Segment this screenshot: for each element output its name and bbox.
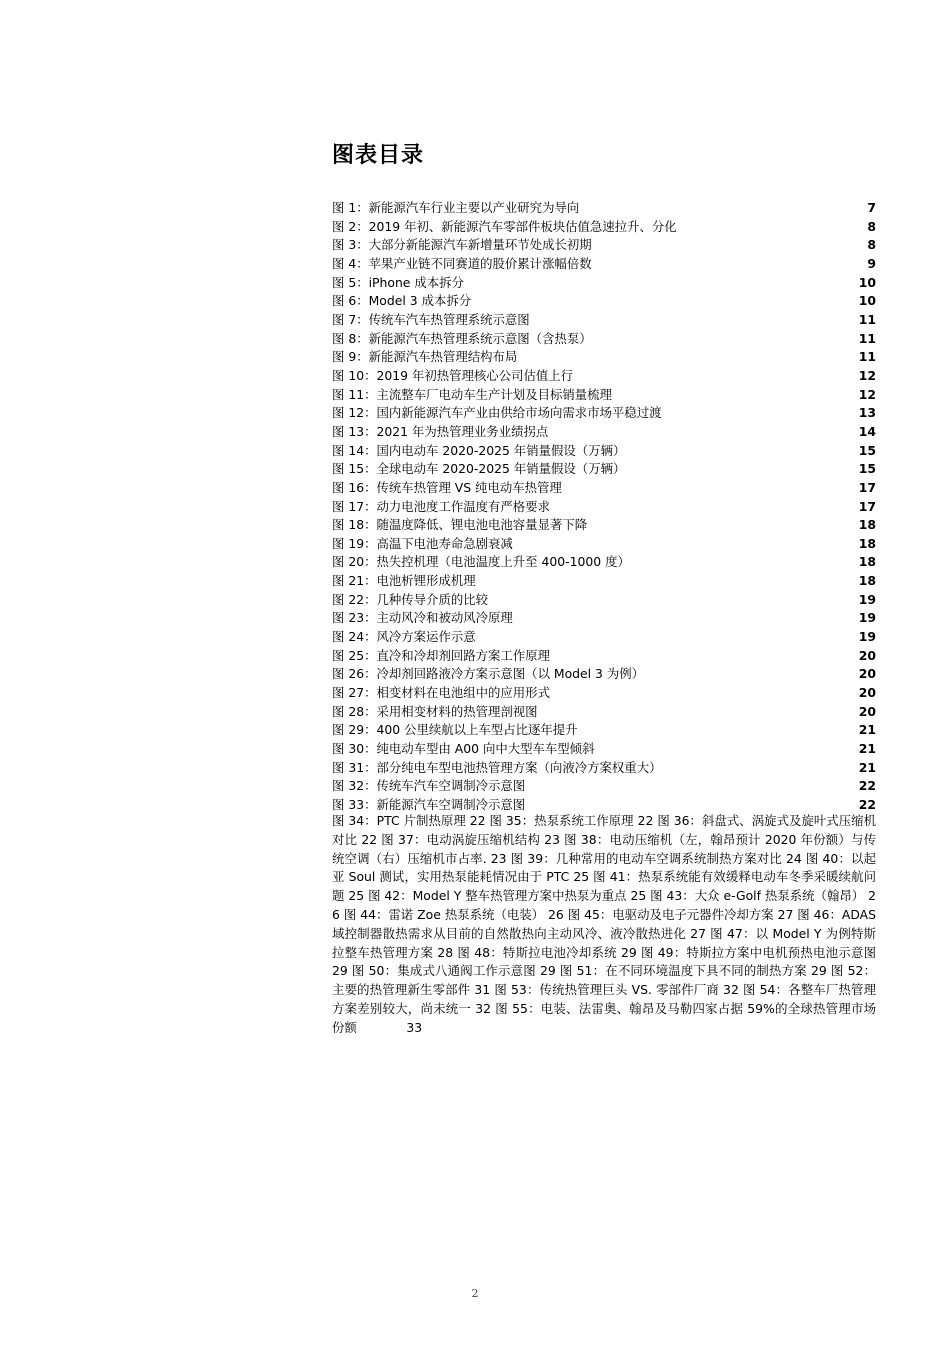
- toc-entry-page: 12: [858, 367, 876, 383]
- toc-entry-label: 图 9：新能源汽车热管理结构布局: [332, 349, 518, 365]
- toc-entry-page: 13: [858, 405, 876, 421]
- toc-entry-page: 19: [858, 629, 876, 645]
- toc-entry-label: 图 19：高温下电池寿命急剧衰减: [332, 535, 513, 551]
- toc-entry-label: 图 5：iPhone 成本拆分: [332, 274, 464, 290]
- toc-entry-page: 11: [858, 349, 876, 365]
- toc-entry-label: 图 16：传统车热管理 VS 纯电动车热管理: [332, 479, 562, 495]
- toc-entry-label: 图 10：2019 年初热管理核心公司估值上行: [332, 367, 574, 383]
- toc-entry[interactable]: [332, 386, 876, 405]
- toc-entry-page: 10: [858, 293, 876, 309]
- toc-entry-label: 图 29：400 公里续航以上车型占比逐年提升: [332, 722, 578, 738]
- toc-entry[interactable]: [332, 647, 876, 666]
- toc-entry[interactable]: [332, 292, 876, 311]
- toc-entry-label: 图 7：传统车汽车热管理系统示意图: [332, 311, 530, 327]
- toc-entry[interactable]: [332, 553, 876, 572]
- toc-entry-page: 22: [858, 778, 876, 794]
- toc-entry[interactable]: [332, 777, 876, 796]
- toc-entry-label: 图 1：新能源汽车行业主要以产业研究为导向: [332, 200, 580, 215]
- toc-entry-page: 21: [858, 722, 876, 738]
- toc-entry-label: 图 20：热失控机理（电池温度上升至 400-1000 度）: [332, 554, 630, 570]
- toc-entry-page: 20: [858, 703, 876, 719]
- toc-entry-page: 20: [858, 647, 876, 663]
- toc-entry[interactable]: [332, 572, 876, 591]
- toc-entry[interactable]: [332, 721, 876, 740]
- toc-entry-label: 图 23：主动风冷和被动风冷原理: [332, 610, 513, 626]
- toc-entry-label: 图 21：电池析锂形成机理: [332, 573, 476, 589]
- page-number: 2: [471, 1287, 479, 1300]
- toc-entry-page: 19: [858, 610, 876, 626]
- toc-entry-label: 图 31：部分纯电车型电池热管理方案（向液冷方案权重大）: [332, 759, 662, 775]
- toc-overflow-paragraph: 图 34：PTC 片制热原理 22 图 35：热泵系统工作原理 22 图 36：斜盘式、涡旋式及旋叶式压缩机对比 22 图 37：电动涡旋压缩机结构 23 图 38：电动压缩机（左，翰昂预计 2020 年份额）与传统空调（右）压缩机市占率. 23 图 39：几种常用的电动车空调系统制热方案对比 24 图 40：以起亚 Soul 测试，实用热泵能耗情况由于 PTC 25 图 41：热泵系统能有效缓释电动车冬季采暖续航问题 25 图 42：Model Y 整车热管理方案中热泵为重点 25 图 43：大众 e-Golf 热泵系统（翰昂） 26 图 44：雷诺 Zoe 热泵系统（电装） 26 图 45：电驱动及电子元器件冷却方案 27 图 46：ADAS 域控制器散热需求从目前的自然散热向主动风冷、液冷散热进化 27 图 47：以 Model Y 为例特斯拉整车热管理方案 28 图 48：特斯拉电池冷却系统 29 图 49：特斯拉方案中电机预热电池示意图 29 图 50：集成式八通阀工作示意图 29 图 51：在不同环境温度下具不同的制热方案 29 图 52：主要的热管理新生零部件 31 图 53：传统热管理巨头 VS. 零部件厂商 32 图 54：各整车厂热管理方案差别较大，尚未统一 32 图 55：电装、法雷奥、翰昂及马勒四家占据 59%的全球热管理市场份额 33: [332, 813, 876, 1035]
- toc-entry-page: 18: [858, 554, 876, 570]
- toc-entry[interactable]: [332, 255, 876, 274]
- toc-entry[interactable]: [332, 274, 876, 293]
- toc-entry-page: 18: [858, 517, 876, 533]
- toc-entry-label: 图 28：采用相变材料的热管理剖视图: [332, 703, 538, 719]
- toc-entry-page: 8: [867, 237, 876, 253]
- toc-entry[interactable]: [332, 218, 876, 237]
- toc-entry-label: 图 12：国内新能源汽车产业由供给市场向需求市场平稳过渡: [332, 405, 662, 421]
- toc-entry-page: 19: [858, 591, 876, 607]
- toc-entry-page: 8: [867, 218, 876, 234]
- toc-entry-label: 图 33：新能源汽车空调制冷示意图: [332, 797, 526, 812]
- toc-entry[interactable]: [332, 498, 876, 517]
- toc-entry-page: 22: [858, 797, 876, 812]
- toc-entry[interactable]: [332, 404, 876, 423]
- toc-entry-page: 7: [867, 200, 876, 215]
- toc-entry-page: 17: [858, 498, 876, 514]
- toc-entry[interactable]: [332, 330, 876, 349]
- toc-entry-page: 9: [867, 255, 876, 271]
- toc-entry-label: 图 8：新能源汽车热管理系统示意图（含热泵）: [332, 330, 592, 346]
- toc-entry-label: 图 32：传统车汽车空调制冷示意图: [332, 778, 526, 794]
- toc-entry-label: 图 14：国内电动车 2020-2025 年销量假设（万辆）: [332, 442, 626, 458]
- toc-entry-label: 图 18：随温度降低、锂电池电池容量显著下降: [332, 517, 588, 533]
- toc-entry-label: 图 3：大部分新能源汽车新增量环节处成长初期: [332, 237, 592, 253]
- toc-entry-label: 图 25：直冷和冷却剂回路方案工作原理: [332, 647, 550, 663]
- toc-entry[interactable]: [332, 759, 876, 778]
- toc-entry[interactable]: [332, 423, 876, 442]
- toc-entry[interactable]: [332, 609, 876, 628]
- toc-entry-label: 图 24：风冷方案运作示意: [332, 629, 476, 645]
- toc-entry-page: 11: [858, 330, 876, 346]
- toc-entry-label: 图 17：动力电池度工作温度有严格要求: [332, 498, 550, 514]
- toc-entry-page: 21: [858, 741, 876, 757]
- toc-entry-page: 17: [858, 479, 876, 495]
- toc-entry-label: 图 11：主流整车厂电动车生产计划及目标销量梳理: [332, 386, 612, 402]
- toc-entry-label: 图 13：2021 年为热管理业务业绩拐点: [332, 423, 549, 439]
- toc-entry[interactable]: [332, 516, 876, 535]
- toc-entry[interactable]: [332, 236, 876, 255]
- toc-entry-page: 14: [858, 423, 876, 439]
- toc-entry-page: 20: [858, 666, 876, 682]
- toc-entry-page: 21: [858, 759, 876, 775]
- toc-entry[interactable]: [332, 628, 876, 647]
- toc-entry-label: 图 15：全球电动车 2020-2025 年销量假设（万辆）: [332, 461, 626, 477]
- toc-entry-page: 20: [858, 685, 876, 701]
- toc-entry[interactable]: [332, 740, 876, 759]
- toc-entry-page: 11: [858, 311, 876, 327]
- toc-entry[interactable]: [332, 367, 876, 386]
- toc-entry[interactable]: [332, 199, 876, 218]
- toc-entry[interactable]: [332, 442, 876, 461]
- table-of-figures: [332, 199, 876, 815]
- toc-entry[interactable]: [332, 479, 876, 498]
- toc-entry[interactable]: [332, 684, 876, 703]
- toc-entry-label: 图 27：相变材料在电池组中的应用形式: [332, 685, 550, 701]
- toc-entry[interactable]: [332, 348, 876, 367]
- toc-entry[interactable]: [332, 311, 876, 330]
- toc-entry[interactable]: [332, 703, 876, 722]
- toc-entry[interactable]: [332, 591, 876, 610]
- page-title: 图表目录: [332, 143, 425, 168]
- toc-entry-label: 图 30：纯电动车型由 A00 向中大型车车型倾斜: [332, 741, 595, 757]
- toc-entry-label: 图 2：2019 年初、新能源汽车零部件板块估值急速拉升、分化: [332, 218, 677, 234]
- toc-entry-label: 图 4：苹果产业链不同赛道的股价累计涨幅倍数: [332, 255, 592, 271]
- toc-entry[interactable]: [332, 665, 876, 684]
- toc-entry-page: 15: [858, 461, 876, 477]
- toc-entry[interactable]: [332, 535, 876, 554]
- toc-entry-page: 18: [858, 573, 876, 589]
- toc-entry-label: 图 22：几种传导介质的比较: [332, 591, 489, 607]
- toc-entry-label: 图 6：Model 3 成本拆分: [332, 293, 472, 309]
- toc-entry-page: 12: [858, 386, 876, 402]
- toc-entry-label: 图 26：冷却剂回路液冷方案示意图（以 Model 3 为例）: [332, 666, 645, 682]
- toc-entry-page: 10: [858, 274, 876, 290]
- toc-entry-page: 15: [858, 442, 876, 458]
- toc-entry[interactable]: [332, 460, 876, 479]
- toc-entry-page: 18: [858, 535, 876, 551]
